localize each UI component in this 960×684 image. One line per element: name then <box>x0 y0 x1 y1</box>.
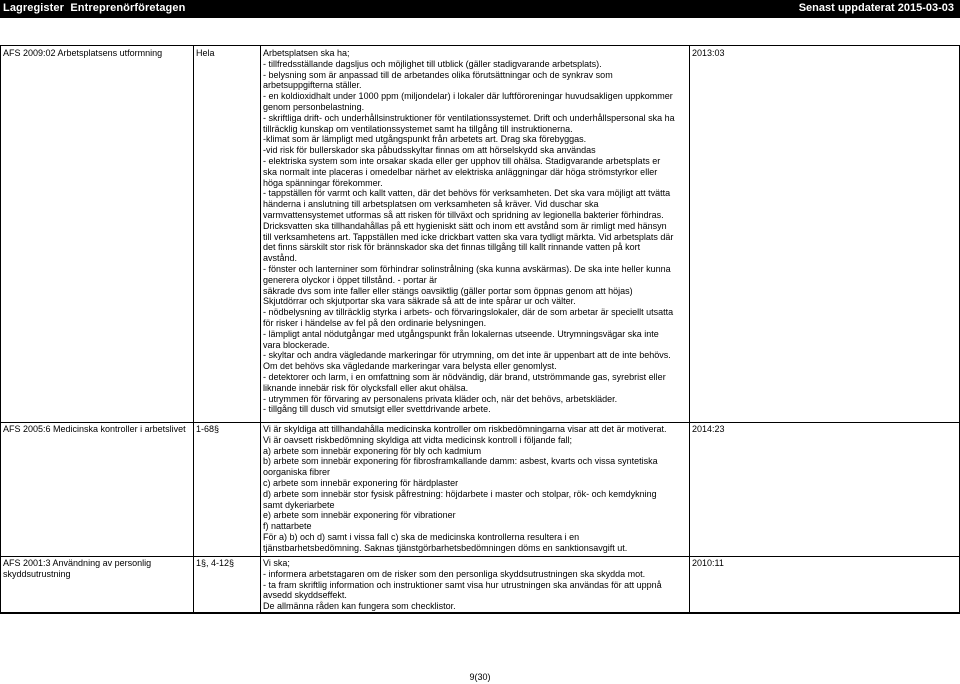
requirement-line: händerna i anslutning till arbetsplatsen om verksamheten så kräver. Vid duschar ska <box>263 199 599 210</box>
law-date: 2013:03 <box>692 48 725 58</box>
column-divider <box>193 46 194 612</box>
requirement-line: till verksamhetens art. Tappställen med icke drickbart vatten ska vara tydligt märkta. Vid arbetsplats där <box>263 231 674 242</box>
requirement-line: avsedd skyddseffekt. <box>263 590 347 601</box>
law-title: AFS 2005:6 Medicinska kontroller i arbetslivet <box>3 424 186 434</box>
requirement-line: säkrade dvs som inte faller eller stängs oavsiktlig (gäller portar som öppnas genom att höjas) <box>263 285 633 296</box>
requirement-line: tillräcklig kunskap om ventilationssystemet samt ha tillgång till instruktionerna. <box>263 123 573 134</box>
requirement-line: - elektriska system som inte orsakar skada eller ger upphov till ohälsa. Stadigvarande arbetsplats er <box>263 155 661 166</box>
page-number: 9(30) <box>469 672 491 682</box>
requirement-line: oorganiska fibrer <box>263 467 331 478</box>
row-divider <box>0 556 960 557</box>
requirement-line: - tappställen för varmt och kallt vatten, där det behövs för verksamheten. Det ska vara möjligt att tvätta <box>263 188 671 199</box>
law-scope: 1§, 4-12§ <box>196 558 235 568</box>
requirement-line: e) arbete som innebär exponering för vibrationer <box>263 510 456 521</box>
requirement-line: höga spänningar förekommer. <box>263 177 383 188</box>
requirement-line: för risker i händelse av fel på den ordinarie belysningen. <box>263 317 487 328</box>
column-divider <box>260 46 261 612</box>
requirement-line: - nödbelysning av tillräcklig styrka i arbets- och förvaringslokaler, där de som arbetar är speciellt utsatta <box>263 307 674 318</box>
requirement-line: b) arbete som innebär exponering för fibrosframkallande damm: asbest, kvarts och vissa syntetiska <box>263 456 658 467</box>
law-title: AFS 2009:02 Arbetsplatsens utformning <box>3 48 163 58</box>
requirement-line: - detektorer och larm, i en omfattning som är nödvändig, där brand, utströmmande gas, syrebrist eller <box>263 371 666 382</box>
requirement-line: avstånd. <box>263 253 298 264</box>
brand <box>3 2 185 14</box>
requirement-line: - skriftliga drift- och underhållsinstruktioner för ventilationssystemet. Drift och underhållspersonal ska ha <box>263 112 675 123</box>
requirement-line: Vi ska; <box>263 558 290 568</box>
requirement-line: det finns särskilt stor risk för brännskador ska det finnas tillgång till kallt rinnande vatten på kort <box>263 242 641 253</box>
requirement-line: ska normalt inte placeras i omedelbar närhet av elektriska anläggningar där höga strömstyrkor eller <box>263 166 658 177</box>
requirement-line: liknande innebär risk för olycksfall eller akut ohälsa. <box>263 382 469 393</box>
requirement-line: vara blockerade. <box>263 339 330 350</box>
brand-prefix: Lagregister <box>3 2 65 14</box>
requirement-line: varmvattensystemet utformas så att risken för tillväxt och spridning av legionella bakterier förhindras. <box>263 209 664 220</box>
requirement-line: a) arbete som innebär exponering för bly och kadmium <box>263 445 482 456</box>
requirement-line: - en koldioxidhalt under 1000 ppm (miljondelar) i lokaler där luftföroreningar huvudsakligen uppkommer <box>263 91 673 102</box>
law-register-table <box>0 45 960 613</box>
law-scope: 1-68§ <box>196 424 220 434</box>
requirement-line: generera olyckor i öppet tillstånd. - portar är <box>263 274 438 285</box>
requirement-line: Vi är oavsett riskbedömning skyldiga att vidta medicinsk kontroll i följande fall; <box>263 434 572 445</box>
row-divider <box>0 613 960 614</box>
requirement-line: tjänstbarhetsbedömning. Saknas tjänstgörbarhetsbedömningen döms en sanktionsavgift ut. <box>263 542 628 553</box>
requirement-line: - informera arbetstagaren om de risker som den personliga skyddsutrustningen ska skydda mot. <box>263 568 646 579</box>
requirement-line: - skyltar och andra vägledande markeringar för utrymning, om det inte är uppenbart att de inte behövs. <box>263 350 671 361</box>
requirement-line: - tillfredsställande dagsljus och möjlighet till utblick (gäller stadigvarande arbetsplats). <box>263 58 602 69</box>
requirement-line: c) arbete som innebär exponering för härdplaster <box>263 477 459 488</box>
table-border-left <box>0 46 1 612</box>
requirement-line: -klimat som är lämpligt med utgångspunkt från arbetets art. Drag ska förebyggas. <box>263 134 587 145</box>
requirement-line: - fönster och lanterniner som förhindrar solinstrålning (ska kunna avskärmas). De ska inte heller kunna <box>263 263 671 274</box>
row-divider <box>0 422 960 423</box>
requirement-line: -vid risk för bullerskador ska påbudsskyltar finnas om att hörselskydd ska användas <box>263 145 596 156</box>
requirement-line: Om det behövs ska vägledande markeringar vara belysta eller genomlyst. <box>263 361 557 372</box>
requirement-line: genom personbelastning. <box>263 101 365 112</box>
requirement-line: För a) b) och d) samt i vissa fall c) ska de medicinska kontrollerna resultera i en <box>263 531 580 542</box>
law-requirements <box>263 424 687 554</box>
law-requirements <box>263 48 687 415</box>
law-requirements <box>263 558 687 612</box>
requirement-line: samt dykeriarbete <box>263 499 335 510</box>
requirement-line: Dricksvatten ska tillhandahållas på ett hygieniskt sätt och inom ett avstånd som är rimligt med hänsyn <box>263 220 667 231</box>
requirement-line: - utrymmen för förvaring av personalens privata kläder och, när det behövs, arbetskläder. <box>263 393 618 404</box>
requirement-line: d) arbete som innebär stor fysisk påfrestning: höjdarbete i master och stolpar, rök- och kemdykning <box>263 488 657 499</box>
requirement-line: f) nattarbete <box>263 521 312 532</box>
law-date: 2014:23 <box>692 424 725 434</box>
requirement-line: Vi är skyldiga att tillhandahålla medicinska kontroller om riskbedömningarna visar att det är motiverat. <box>263 424 667 434</box>
requirement-line: - lämpligt antal nödutgångar med utgångspunkt från lokalernas utseende. Utrymningsvägar ska inte <box>263 328 659 339</box>
requirement-line: Skjutdörrar och skjutportar ska vara säkrade så att de inte spårar ur och välter. <box>263 296 576 307</box>
requirement-line: De allmänna råden kan fungera som checklistor. <box>263 601 456 612</box>
brand-name: Entreprenörföretagen <box>70 2 186 14</box>
column-divider <box>689 46 690 612</box>
requirement-line: - belysning som är anpassad till de arbetandes olika förutsättningar och de synkrav som <box>263 69 613 80</box>
header-bar <box>0 0 960 18</box>
last-updated: Senast uppdaterat 2015-03-03 <box>798 2 954 14</box>
law-scope: Hela <box>196 48 215 58</box>
requirement-line: Arbetsplatsen ska ha; <box>263 48 350 58</box>
requirement-line: - ta fram skriftlig information och instruktioner samt visa hur utrustningen ska användas för att uppnå <box>263 579 662 590</box>
law-title: AFS 2001:3 Användning av personlig skyddsutrustning <box>3 558 152 579</box>
law-date: 2010:11 <box>692 558 724 568</box>
requirement-line: arbetsuppgifterna ställer. <box>263 80 362 91</box>
requirement-line: - tillgång till dusch vid smutsigt eller svettdrivande arbete. <box>263 404 491 415</box>
